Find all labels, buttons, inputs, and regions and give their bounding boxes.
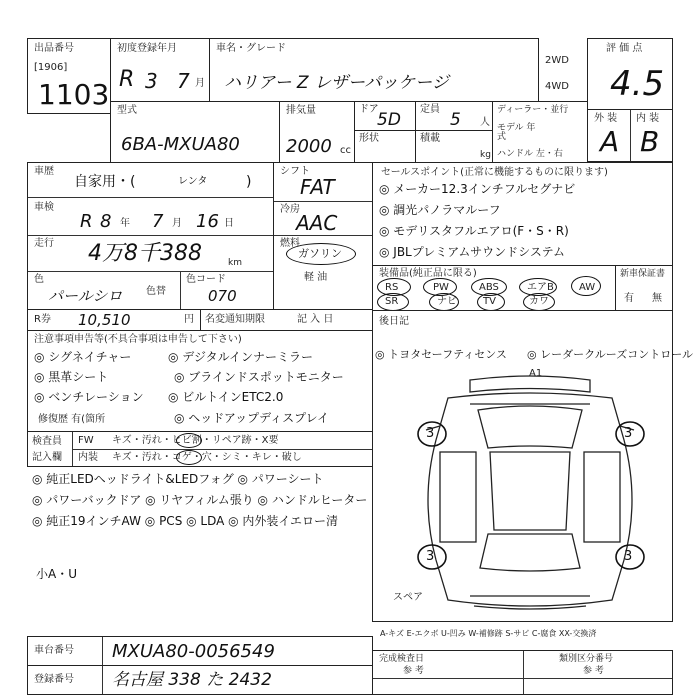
notice-value: 記 入 日 <box>297 314 334 325</box>
name-box <box>209 38 539 102</box>
remark-line: ◎ パワーバックドア ◎ リヤフィルム張り ◎ ハンドルヒーター <box>32 493 368 507</box>
equipment-circle <box>571 276 601 296</box>
equipment-item: ナビ <box>437 296 457 307</box>
notes-item: 修復歴 有(箇所 <box>38 414 106 425</box>
chassis-label: 車台番号 <box>34 645 74 656</box>
door-label: ドア <box>359 104 379 115</box>
history-divider-2 <box>28 235 273 236</box>
inspector-row-divider <box>72 449 372 450</box>
cap-label: 定員 <box>420 104 440 115</box>
notes-item: ◎ ベンチレーション <box>34 390 144 404</box>
equipment-box <box>372 265 616 311</box>
int-value: B <box>640 125 660 158</box>
shift-divider-2 <box>274 235 372 236</box>
new-car-box <box>615 265 673 311</box>
remark-line: ◎ 純正19インチAW ◎ PCS ◎ LDA ◎ 内外装イエロー清 <box>32 514 338 528</box>
reg-box <box>27 665 373 695</box>
equipment-item: TV <box>483 296 496 307</box>
recycle-label: R券 <box>34 314 51 325</box>
model-label: 型式 <box>117 105 137 116</box>
disp-unit: cc <box>340 145 351 156</box>
shape-box <box>354 130 416 163</box>
lot-label: 出品番号 <box>34 43 74 54</box>
tire-mark: 3 <box>426 426 435 441</box>
ext-int-box <box>587 109 673 162</box>
inspect-year-suffix: 年 <box>120 218 130 229</box>
equipment-item: カワ <box>529 296 549 307</box>
equipment-item: エアB <box>527 282 554 293</box>
fw-label: FW <box>78 435 94 446</box>
notes-item: ◎ 黒革シート <box>34 370 109 384</box>
lot-box <box>27 38 111 114</box>
after-line2: ◎ レーダークルーズコントロール <box>527 348 693 361</box>
equipment-circle <box>477 293 505 311</box>
handle-label: ハンドル 左・右 <box>497 149 563 159</box>
ext-int-divider <box>630 110 631 161</box>
equipment-item: ABS <box>479 282 499 293</box>
equipment-circle <box>429 293 459 311</box>
mileage-label: 走行 <box>34 238 54 249</box>
selling-item: ◎ メーカー12.3インチフルセグナビ <box>379 182 576 196</box>
drive-2wd: 2WD <box>545 55 569 66</box>
a1-mark: A1 <box>529 368 543 379</box>
after-box <box>372 310 693 622</box>
remark-line: ◎ 純正LEDヘッドライト&LEDフォグ ◎ パワーシート <box>32 472 324 486</box>
equipment-circle <box>377 293 409 311</box>
shift-divider-1 <box>274 201 372 202</box>
legend-text: A-キズ E-エクボ U-凹み W-補修跡 S-サビ C-腐食 XX-交換済 <box>380 629 597 638</box>
fuel-label: 燃料 <box>280 238 300 249</box>
disp-box <box>279 101 355 163</box>
color-code-value: 070 <box>208 287 237 305</box>
ac-label: 冷房 <box>280 204 300 215</box>
color-value: パールシロ <box>48 287 123 305</box>
recycle-value: 10,510 <box>78 311 131 329</box>
tire-mark: 3 <box>624 426 633 441</box>
tire-mark: 3 <box>624 549 633 564</box>
writer-label: 記入欄 <box>32 452 62 463</box>
first-reg-year: 3 <box>145 69 158 93</box>
load-label: 積載 <box>420 133 440 144</box>
ac-value: AAC <box>296 211 338 235</box>
inspect-month: 7 <box>152 211 164 232</box>
equipment-circle <box>523 293 555 311</box>
spare-label: スペア <box>393 592 423 603</box>
door-box <box>354 101 416 131</box>
fuel-alt: 軽 油 <box>304 272 328 283</box>
notes-item: ◎ デジタルインナーミラー <box>168 350 313 364</box>
int-row-text: キズ・汚れ・コゲ・穴・シミ・キレ・破し <box>112 452 302 463</box>
equipment-item: SR <box>385 296 399 307</box>
notes-item: ◎ ビルトインETC2.0 <box>168 390 284 404</box>
history-box <box>27 162 274 310</box>
cert-box <box>372 650 673 695</box>
score-value: 4.5 <box>610 64 665 104</box>
int-circle <box>176 450 202 465</box>
door-value: 5D <box>377 110 401 130</box>
notice-label: 名変通知期限 <box>205 314 265 325</box>
inspector-box <box>27 431 373 467</box>
lot-number: 1103 <box>38 78 110 111</box>
cert-ref: 参 考 <box>403 666 424 676</box>
inspect-era: R <box>80 211 93 232</box>
score-box <box>587 38 673 110</box>
mileage-value: 4万8千388 <box>88 241 202 266</box>
chassis-divider <box>102 637 103 665</box>
after-line1: ◎ トヨタセーフティセンス <box>375 348 507 361</box>
history-divider-1 <box>28 197 273 198</box>
drive-4wd: 4WD <box>545 81 569 92</box>
first-reg-month: 7 <box>177 69 190 93</box>
reg-value: 名古屋 338 た 2432 <box>112 670 272 690</box>
shape-label: 形状 <box>359 133 379 144</box>
shift-value: FAT <box>300 175 335 199</box>
color-code-label: 色コード <box>186 274 226 285</box>
model-year-label: モデル 年式 <box>497 123 536 142</box>
disp-value: 2000 <box>286 136 332 157</box>
score-label: 評 価 点 <box>606 43 643 54</box>
notice-box <box>200 309 373 331</box>
inspect-day-suffix: 日 <box>224 218 234 229</box>
cert-row-divider <box>373 678 672 679</box>
first-reg-era: R <box>119 67 135 92</box>
remark-line: 小A・U <box>36 567 77 581</box>
selling-item: ◎ モデリスタフルエアロ(F・S・R) <box>379 224 569 238</box>
shift-box <box>273 162 373 310</box>
selling-item: ◎ 調光パノラマルーフ <box>379 203 501 217</box>
inspect-month-suffix: 月 <box>172 218 182 229</box>
ext-label: 外 装 <box>594 113 618 124</box>
fuel-value: ガソリン <box>298 247 342 260</box>
disp-label: 排気量 <box>286 105 316 116</box>
load-box <box>415 130 493 163</box>
chassis-box <box>27 636 373 666</box>
dealer-box <box>492 101 588 163</box>
recycle-unit: 円 <box>184 314 194 325</box>
notes-title: 注意事項申告等(不具合事項は申告して下さい) <box>34 334 242 345</box>
class-label: 類別区分番号 <box>559 654 614 664</box>
new-car-no: 無 <box>652 293 662 304</box>
mileage-unit: km <box>228 258 242 268</box>
chassis-value: MXUA80-0056549 <box>112 641 275 662</box>
cert-label: 完成検査日 <box>379 654 425 664</box>
first-reg-box <box>110 38 210 102</box>
selling-item: ◎ JBLプレミアムサウンドシステム <box>379 245 565 259</box>
notes-item: ◎ ヘッドアップディスプレイ <box>174 411 330 425</box>
cert-divider <box>523 651 524 694</box>
int-label: 内 装 <box>636 113 660 124</box>
color-label: 色 <box>34 274 44 285</box>
dealer-label: ディーラー・並行 <box>497 105 569 115</box>
cap-unit: 人 <box>480 117 490 128</box>
history-value: 自家用・( <box>74 174 136 190</box>
class-ref: 参 考 <box>583 666 604 676</box>
equipment-item: RS <box>385 282 399 293</box>
notes-item: ◎ ブラインドスポットモニター <box>174 370 344 384</box>
fw-circle <box>176 433 202 448</box>
history-close: ) <box>246 174 252 190</box>
model-box <box>110 101 280 163</box>
month-suffix: 月 <box>195 78 205 89</box>
shift-label: シフト <box>280 166 310 177</box>
notes-box <box>27 330 373 432</box>
selling-box <box>372 162 673 266</box>
recycle-box <box>27 309 201 331</box>
name-value: ハリアー Z レザーパッケージ <box>224 73 449 93</box>
lot-sub: [1906] <box>34 62 68 73</box>
history-divider-3 <box>28 271 273 272</box>
drive-box <box>538 50 588 102</box>
cap-box <box>415 101 493 131</box>
name-label: 車名・グレード <box>216 43 286 54</box>
inspect-year: 8 <box>100 211 112 232</box>
equipment-title: 装備品(純正品に限る) <box>379 268 477 279</box>
color-divider <box>180 271 181 309</box>
fw-text: キズ・汚れ・ヒビ割・リペア跡・X要 <box>112 435 279 446</box>
tire-mark: 3 <box>426 549 435 564</box>
new-car-yes: 有 <box>624 293 634 304</box>
cap-value: 5 <box>450 110 461 130</box>
notes-item: ◎ シグネイチャー <box>34 350 132 364</box>
ext-value: A <box>600 125 620 158</box>
model-value: 6BA-MXUA80 <box>121 134 240 155</box>
equipment-item: PW <box>433 282 449 293</box>
history-rent: レンタ <box>178 176 208 187</box>
equipment-item: AW <box>579 282 596 293</box>
new-car-label: 新車保証書 <box>620 269 666 279</box>
history-label: 車歴 <box>34 166 54 177</box>
int-row-label: 内装 <box>78 452 98 463</box>
inspector-label: 検査員 <box>32 436 62 447</box>
first-reg-label: 初度登録年月 <box>117 43 177 54</box>
reg-label: 登録番号 <box>34 674 74 685</box>
color-no-label: 色替 <box>146 286 166 297</box>
load-unit: kg <box>480 150 491 160</box>
inspect-label: 車検 <box>34 202 54 213</box>
reg-divider <box>102 666 103 694</box>
inspect-day: 16 <box>196 211 219 232</box>
after-title: 後日記 <box>379 316 409 327</box>
selling-title: セールスポイント(正常に機能するものに限ります) <box>381 167 608 178</box>
